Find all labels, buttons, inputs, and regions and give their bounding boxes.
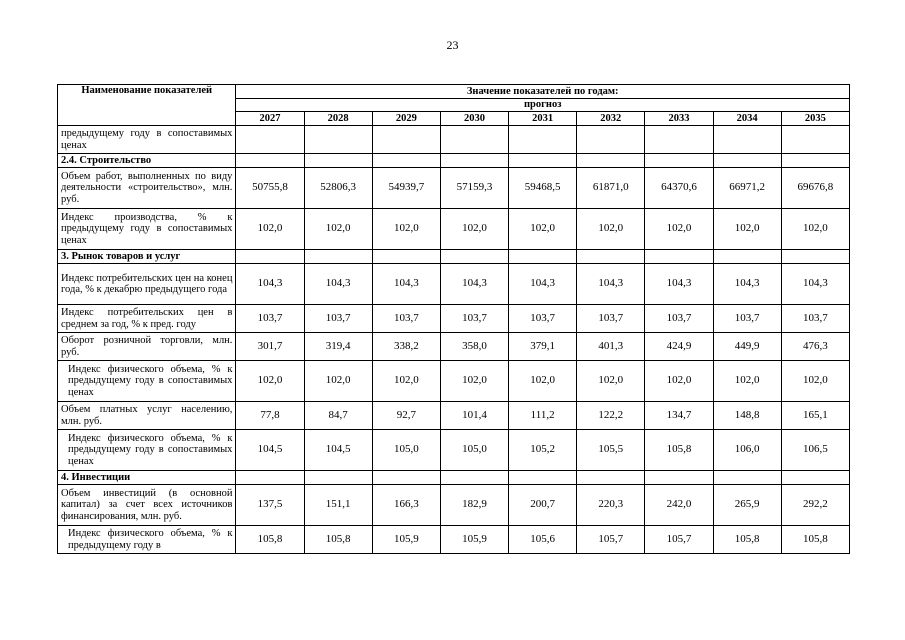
value-cell	[577, 126, 645, 154]
value-cell: 166,3	[372, 485, 440, 526]
value-cell	[645, 250, 713, 264]
indicator-label: Индекс потребительских цен на конец года, % к декабрю предыдущего года	[58, 264, 236, 305]
value-cell: 103,7	[440, 305, 508, 333]
value-cell	[645, 471, 713, 485]
value-cell: 104,3	[372, 264, 440, 305]
value-cell: 102,0	[781, 209, 849, 250]
value-cell: 59468,5	[509, 168, 577, 209]
indicator-label: Индекс физического объема, % к предыдущему году в	[58, 526, 236, 554]
value-cell: 105,7	[645, 526, 713, 554]
value-cell: 102,0	[440, 209, 508, 250]
indicator-label: Индекс физического объема, % к предыдущему году в сопоставимых ценах	[58, 361, 236, 402]
table-row	[58, 168, 850, 209]
value-cell: 105,5	[577, 430, 645, 471]
value-cell	[713, 471, 781, 485]
page-number: 23	[446, 38, 459, 52]
year-header: 2034	[713, 112, 781, 126]
value-cell: 106,5	[781, 430, 849, 471]
value-cell: 102,0	[713, 209, 781, 250]
value-cell: 338,2	[372, 333, 440, 361]
value-cell	[440, 250, 508, 264]
table-row	[58, 485, 850, 526]
value-cell: 104,3	[577, 264, 645, 305]
value-cell	[577, 154, 645, 168]
value-cell: 424,9	[645, 333, 713, 361]
value-cell: 102,0	[577, 209, 645, 250]
value-cell: 102,0	[645, 209, 713, 250]
value-cell: 102,0	[645, 361, 713, 402]
indicator-label: Объем работ, выполненных по виду деятельности «строительство», млн. руб.	[58, 168, 236, 209]
value-cell: 105,2	[509, 430, 577, 471]
value-cell: 105,8	[236, 526, 304, 554]
value-cell	[509, 471, 577, 485]
value-cell: 105,8	[645, 430, 713, 471]
value-cell: 105,8	[304, 526, 372, 554]
value-cell: 50755,8	[236, 168, 304, 209]
value-cell: 102,0	[577, 361, 645, 402]
year-header: 2033	[645, 112, 713, 126]
section-row	[58, 250, 850, 264]
name-column-header: Наименование показателей	[58, 85, 236, 126]
value-cell: 134,7	[645, 402, 713, 430]
value-cell: 102,0	[372, 361, 440, 402]
year-header: 2029	[372, 112, 440, 126]
indicator-label: Индекс производства, % к предыдущему году в сопоставимых ценах	[58, 209, 236, 250]
value-cell: 105,0	[372, 430, 440, 471]
value-cell: 61871,0	[577, 168, 645, 209]
value-cell: 111,2	[509, 402, 577, 430]
value-cell: 476,3	[781, 333, 849, 361]
value-cell: 105,9	[372, 526, 440, 554]
value-cell	[509, 154, 577, 168]
value-cell: 52806,3	[304, 168, 372, 209]
value-cell: 102,0	[236, 209, 304, 250]
value-cell	[781, 471, 849, 485]
year-header: 2027	[236, 112, 304, 126]
indicator-label: Объем инвестиций (в основной капитал) за счет всех источников финансирования, млн. руб.	[58, 485, 236, 526]
year-header: 2028	[304, 112, 372, 126]
value-cell: 137,5	[236, 485, 304, 526]
value-cell: 104,3	[304, 264, 372, 305]
table-row	[58, 333, 850, 361]
table-row	[58, 264, 850, 305]
value-cell	[645, 154, 713, 168]
indicator-label: Индекс физического объема, % к предыдущему году в сопоставимых ценах	[58, 430, 236, 471]
value-cell: 102,0	[236, 361, 304, 402]
value-cell	[372, 126, 440, 154]
value-cell: 401,3	[577, 333, 645, 361]
value-cell: 358,0	[440, 333, 508, 361]
value-cell	[304, 471, 372, 485]
value-cell: 104,3	[236, 264, 304, 305]
indicator-label: Объем платных услуг населению, млн. руб.	[58, 402, 236, 430]
value-cell: 102,0	[781, 361, 849, 402]
value-cell: 103,7	[645, 305, 713, 333]
values-title-header: Значение показателей по годам:	[236, 85, 850, 99]
value-cell: 105,8	[781, 526, 849, 554]
year-header: 2031	[509, 112, 577, 126]
value-cell: 103,7	[304, 305, 372, 333]
value-cell	[304, 154, 372, 168]
forecast-header: прогноз	[236, 99, 850, 112]
value-cell: 103,7	[781, 305, 849, 333]
value-cell: 105,9	[440, 526, 508, 554]
value-cell: 102,0	[713, 361, 781, 402]
table-row	[58, 430, 850, 471]
value-cell	[236, 471, 304, 485]
value-cell	[509, 250, 577, 264]
value-cell	[304, 250, 372, 264]
year-header: 2035	[781, 112, 849, 126]
value-cell: 182,9	[440, 485, 508, 526]
value-cell	[577, 471, 645, 485]
value-cell: 92,7	[372, 402, 440, 430]
value-cell: 148,8	[713, 402, 781, 430]
value-cell: 104,5	[304, 430, 372, 471]
value-cell: 102,0	[304, 361, 372, 402]
value-cell: 151,1	[304, 485, 372, 526]
value-cell	[440, 126, 508, 154]
value-cell: 200,7	[509, 485, 577, 526]
section-title: 3. Рынок товаров и услуг	[58, 250, 236, 264]
value-cell: 102,0	[440, 361, 508, 402]
value-cell: 104,3	[781, 264, 849, 305]
value-cell: 102,0	[509, 209, 577, 250]
section-title: 4. Инвестиции	[58, 471, 236, 485]
value-cell: 292,2	[781, 485, 849, 526]
value-cell	[440, 154, 508, 168]
value-cell	[509, 126, 577, 154]
value-cell	[781, 126, 849, 154]
value-cell: 102,0	[509, 361, 577, 402]
indicators-table	[57, 84, 850, 554]
value-cell: 104,5	[236, 430, 304, 471]
value-cell: 103,7	[372, 305, 440, 333]
value-cell: 57159,3	[440, 168, 508, 209]
section-row	[58, 154, 850, 168]
indicator-label: Индекс потребительских цен в среднем за год, % к пред. году	[58, 305, 236, 333]
value-cell	[713, 126, 781, 154]
value-cell: 103,7	[713, 305, 781, 333]
value-cell	[781, 154, 849, 168]
table-row	[58, 526, 850, 554]
section-title: 2.4. Строительство	[58, 154, 236, 168]
value-cell: 104,3	[713, 264, 781, 305]
value-cell: 122,2	[577, 402, 645, 430]
value-cell: 102,0	[304, 209, 372, 250]
table-row	[58, 402, 850, 430]
value-cell: 165,1	[781, 402, 849, 430]
indicator-label: предыдущему году в сопоставимых ценах	[58, 126, 236, 154]
value-cell: 105,6	[509, 526, 577, 554]
value-cell	[577, 250, 645, 264]
value-cell	[372, 154, 440, 168]
value-cell: 69676,8	[781, 168, 849, 209]
value-cell: 101,4	[440, 402, 508, 430]
value-cell: 105,7	[577, 526, 645, 554]
value-cell: 104,3	[440, 264, 508, 305]
value-cell: 102,0	[372, 209, 440, 250]
value-cell	[645, 126, 713, 154]
value-cell: 379,1	[509, 333, 577, 361]
table-row	[58, 209, 850, 250]
indicator-label: Оборот розничной торговли, млн. руб.	[58, 333, 236, 361]
year-header: 2032	[577, 112, 645, 126]
value-cell: 220,3	[577, 485, 645, 526]
value-cell	[372, 250, 440, 264]
table-row	[58, 361, 850, 402]
value-cell: 64370,6	[645, 168, 713, 209]
year-header: 2030	[440, 112, 508, 126]
value-cell: 449,9	[713, 333, 781, 361]
value-cell	[372, 471, 440, 485]
table-row	[58, 126, 850, 154]
value-cell	[304, 126, 372, 154]
value-cell: 104,3	[509, 264, 577, 305]
value-cell	[236, 154, 304, 168]
value-cell	[236, 250, 304, 264]
section-row	[58, 471, 850, 485]
value-cell: 319,4	[304, 333, 372, 361]
value-cell	[713, 250, 781, 264]
value-cell: 265,9	[713, 485, 781, 526]
table-row	[58, 305, 850, 333]
value-cell	[713, 154, 781, 168]
value-cell: 242,0	[645, 485, 713, 526]
value-cell: 54939,7	[372, 168, 440, 209]
value-cell: 105,8	[713, 526, 781, 554]
value-cell: 66971,2	[713, 168, 781, 209]
value-cell	[781, 250, 849, 264]
value-cell: 106,0	[713, 430, 781, 471]
value-cell: 103,7	[577, 305, 645, 333]
value-cell: 103,7	[236, 305, 304, 333]
value-cell: 104,3	[645, 264, 713, 305]
value-cell: 84,7	[304, 402, 372, 430]
value-cell: 105,0	[440, 430, 508, 471]
value-cell: 77,8	[236, 402, 304, 430]
value-cell	[440, 471, 508, 485]
value-cell	[236, 126, 304, 154]
value-cell: 103,7	[509, 305, 577, 333]
value-cell: 301,7	[236, 333, 304, 361]
